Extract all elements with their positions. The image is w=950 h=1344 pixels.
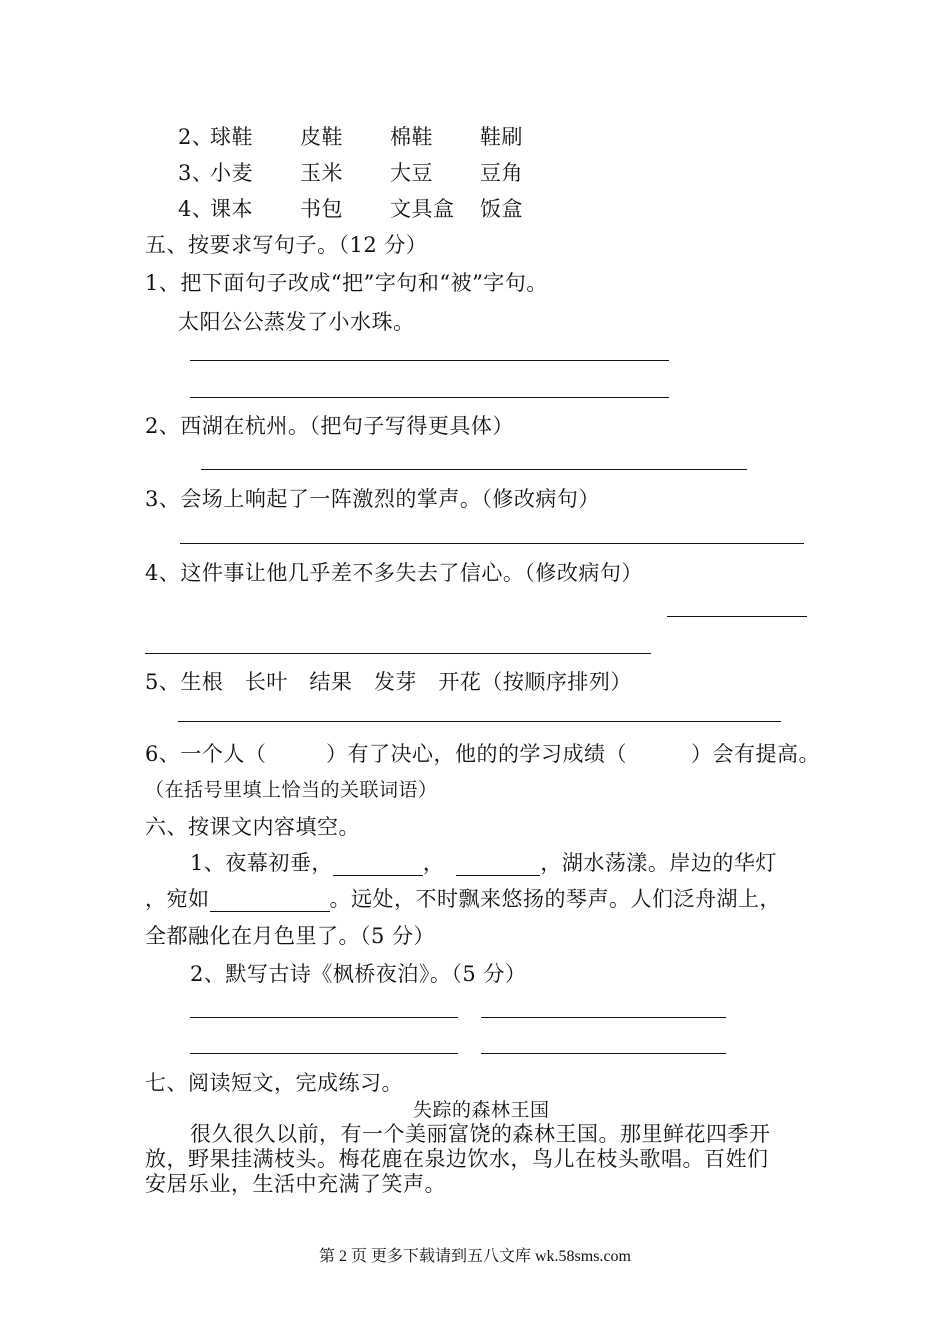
word: 皮鞋	[300, 125, 343, 149]
word: 饭盒	[480, 197, 523, 221]
group-number: 4、	[178, 197, 214, 221]
question-6-1-text-c: ，湖水荡漾。岸边的华灯	[540, 851, 777, 875]
answer-line[interactable]	[178, 721, 781, 722]
question-5-1-sentence: 太阳公公蒸发了小水珠。	[178, 310, 415, 334]
poem-line[interactable]	[481, 1053, 726, 1054]
section-6-title: 六、按课文内容填空。	[145, 815, 360, 839]
question-5-6-note: （在括号里填上恰当的关联词语）	[145, 779, 438, 801]
section-5-title: 五、按要求写句子。（12 分）	[145, 233, 428, 257]
word: 小麦	[210, 161, 253, 185]
word: 玉米	[300, 161, 343, 185]
question-5-6-part-a: 6、一个人（	[145, 742, 267, 766]
section-7-title: 七、阅读短文，完成练习。	[145, 1071, 403, 1095]
question-5-2: 2、西湖在杭州。（把句子写得更具体）	[145, 414, 514, 438]
page-footer: 第 2 页 更多下载请到五八文库 wk.58sms.com	[318, 1248, 631, 1265]
question-6-1-text-a: 1、夜幕初垂，	[190, 851, 333, 875]
question-5-5: 5、生根 长叶 结果 发芽 开花（按顺序排列）	[145, 670, 632, 694]
question-6-2: 2、默写古诗《枫桥夜泊》。（5 分）	[190, 962, 527, 986]
answer-line[interactable]	[145, 653, 651, 654]
word: 文具盒	[390, 197, 455, 221]
fill-blank[interactable]	[333, 855, 423, 876]
question-6-1-line-2	[145, 886, 781, 912]
word: 豆角	[480, 161, 523, 185]
word: 棉鞋	[390, 125, 433, 149]
question-5-1: 1、把下面句子改成“把”字句和“被”字句。	[145, 271, 548, 295]
article-title: 失踪的森林王国	[413, 1099, 550, 1121]
answer-line[interactable]	[667, 616, 807, 617]
article-paragraph-line: 放，野果挂满枝头。梅花鹿在泉边饮水，鸟儿在枝头歌唱。百姓们	[145, 1147, 769, 1171]
answer-line[interactable]	[190, 397, 669, 398]
word: 球鞋	[210, 125, 253, 149]
poem-line[interactable]	[481, 1017, 726, 1018]
article-paragraph-line: 安居乐业，生活中充满了笑声。	[145, 1172, 446, 1196]
question-6-1-text-e: 。远处，不时飘来悠扬的琴声。人们泛舟湖上，	[329, 887, 781, 911]
word: 大豆	[390, 161, 433, 185]
fill-blank[interactable]	[210, 891, 330, 912]
word: 课本	[210, 197, 253, 221]
question-6-1-text-d: ，宛如	[145, 887, 210, 911]
group-number: 3、	[178, 161, 214, 185]
answer-line[interactable]	[201, 469, 747, 470]
word: 书包	[300, 197, 343, 221]
answer-line[interactable]	[180, 543, 804, 544]
question-5-4: 4、这件事让他几乎差不多失去了信心。（修改病句）	[145, 561, 643, 585]
word: 鞋刷	[480, 125, 523, 149]
fill-blank[interactable]	[456, 855, 540, 876]
poem-line[interactable]	[190, 1017, 458, 1018]
answer-line[interactable]	[190, 360, 669, 361]
question-5-6-part-b: ）有了决心，他的的学习成绩（	[326, 742, 627, 766]
question-6-1-line-3: 全都融化在月色里了。（5 分）	[145, 924, 436, 948]
question-6-1-text-b: ，	[422, 851, 445, 875]
question-5-6-part-c: ）会有提高。	[691, 742, 820, 766]
question-6-1-line-1	[190, 850, 777, 876]
question-5-3: 3、会场上响起了一阵激烈的掌声。（修改病句）	[145, 487, 600, 511]
poem-line[interactable]	[190, 1053, 458, 1054]
article-paragraph-line: 很久很久以前，有一个美丽富饶的森林王国。那里鲜花四季开	[190, 1122, 771, 1146]
group-number: 2、	[178, 125, 214, 149]
